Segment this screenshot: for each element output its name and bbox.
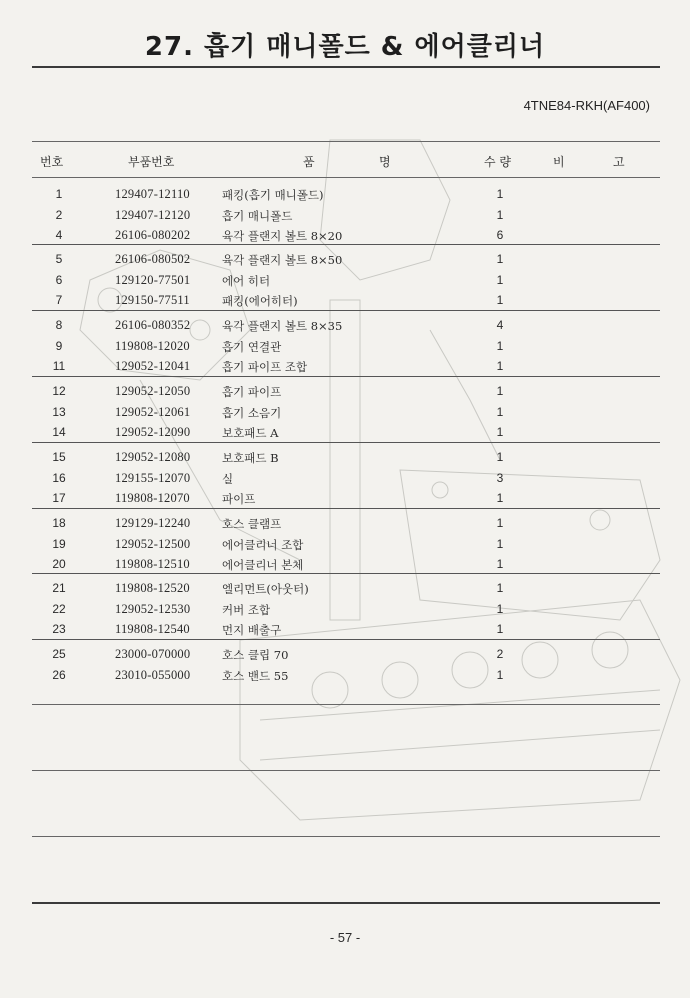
part-ref-number: 7: [55, 293, 63, 307]
part-name: 에어 히터: [222, 273, 271, 288]
part-ref-number: 4: [55, 228, 63, 242]
part-ref-number: 5: [55, 252, 63, 266]
part-number: 119808-12070: [115, 491, 190, 505]
table-row: [0, 339, 690, 359]
table-top-rule: [32, 141, 660, 142]
blank-rule-2: [32, 770, 660, 771]
part-ref-number: 13: [52, 404, 66, 419]
engine-model: 4TNE84-RKH(AF400): [523, 98, 650, 113]
part-name: 호스 클립 70: [222, 648, 289, 662]
part-name: 에어클리너 조합: [222, 537, 304, 552]
table-row: [0, 581, 690, 601]
part-ref-number: 12: [52, 384, 66, 398]
quantity: 1: [496, 207, 504, 222]
part-number: 23000-070000: [115, 647, 191, 661]
quantity: 1: [496, 187, 504, 201]
part-ref-number: 8: [55, 318, 63, 332]
header-name-b: 명: [379, 155, 391, 169]
part-number: 129052-12530: [115, 601, 191, 616]
table-row: [0, 273, 690, 293]
quantity: 1: [496, 450, 504, 464]
part-name: 흡기 연결관: [222, 339, 282, 354]
table-bottom-rule: [32, 902, 660, 904]
part-number: 129052-12080: [115, 450, 191, 464]
table-row: [0, 187, 690, 207]
table-row: [0, 228, 690, 248]
part-ref-number: 21: [52, 581, 66, 595]
part-number: 23010-055000: [115, 667, 191, 682]
table-row: [0, 208, 690, 228]
part-ref-number: 15: [52, 450, 66, 464]
table-row: [0, 668, 690, 688]
part-number: 129407-12110: [115, 187, 190, 201]
quantity: 1: [496, 293, 504, 307]
part-number: 26106-080352: [115, 318, 191, 332]
quantity: 4: [496, 318, 504, 332]
blank-rule-3: [32, 836, 660, 837]
quantity: 1: [496, 536, 504, 551]
part-ref-number: 20: [52, 557, 66, 571]
quantity: 3: [496, 470, 504, 485]
part-name: 흡기 소음기: [222, 405, 282, 420]
part-name: 보호패드 A: [222, 426, 279, 440]
table-row: [0, 471, 690, 491]
part-number: 119808-12540: [115, 622, 190, 636]
part-number: 129052-12500: [115, 536, 191, 551]
part-number: 129129-12240: [115, 516, 191, 530]
table-row: [0, 557, 690, 577]
part-name: 흡기 매니폴드: [222, 208, 293, 223]
quantity: 1: [496, 491, 504, 505]
group-divider: [32, 573, 660, 574]
part-ref-number: 1: [55, 187, 63, 201]
part-ref-number: 22: [52, 601, 66, 616]
table-row: [0, 450, 690, 470]
part-number: 129052-12061: [115, 404, 191, 419]
part-number: 129052-12041: [115, 359, 191, 373]
part-name: 흡기 파이프 조합: [222, 360, 308, 374]
quantity: 2: [496, 647, 504, 661]
part-number: 129120-77501: [115, 272, 191, 287]
table-row: [0, 537, 690, 557]
quantity: 1: [496, 384, 504, 398]
quantity: 6: [496, 228, 504, 242]
title-underline: [32, 66, 660, 68]
table-row: [0, 405, 690, 425]
part-name: 육각 플랜지 볼트 8×20: [222, 229, 343, 243]
quantity: 1: [496, 359, 504, 373]
table-row: [0, 384, 690, 404]
page-title: 27. 흡기 매니폴드 & 에어클리너: [144, 32, 546, 62]
part-name: 엘리먼트(아웃터): [222, 582, 309, 596]
header-bottom-rule: [32, 177, 660, 178]
part-number: 119808-12520: [115, 581, 190, 595]
part-name: 보호패드 B: [222, 451, 279, 465]
part-ref-number: 16: [52, 470, 66, 485]
part-ref-number: 23: [52, 622, 66, 636]
part-ref-number: 19: [52, 536, 66, 551]
part-ref-number: 6: [55, 272, 63, 287]
part-name: 에어클리너 본체: [222, 558, 304, 572]
part-ref-number: 26: [52, 667, 66, 682]
part-number: 129407-12120: [115, 207, 191, 222]
part-number: 26106-080502: [115, 252, 191, 266]
page-number: - 57 -: [329, 930, 361, 945]
quantity: 1: [496, 404, 504, 419]
part-number: 129052-12090: [115, 425, 191, 439]
part-ref-number: 14: [52, 425, 66, 439]
header-remark-b: 고: [613, 155, 625, 169]
part-number: 119808-12510: [115, 557, 190, 571]
part-name: 육각 플랜지 볼트 8×35: [222, 319, 343, 333]
quantity: 1: [496, 425, 504, 439]
group-divider: [32, 639, 660, 640]
part-name: 먼지 배출구: [222, 623, 282, 637]
part-ref-number: 2: [55, 207, 63, 222]
group-divider: [32, 310, 660, 311]
part-number: 129150-77511: [115, 293, 190, 307]
part-name: 패킹(흡기 매니폴드): [222, 188, 324, 202]
part-ref-number: 17: [52, 491, 66, 505]
part-name: 흡기 파이프: [222, 385, 282, 399]
part-name: 호스 밴드 55: [222, 668, 289, 683]
part-ref-number: 9: [55, 338, 63, 353]
quantity: 1: [496, 338, 504, 353]
table-row: [0, 252, 690, 272]
part-name: 호스 클램프: [222, 517, 282, 531]
header-no: 번호: [40, 155, 64, 169]
quantity: 1: [496, 252, 504, 266]
table-row: [0, 602, 690, 622]
quantity: 1: [496, 516, 504, 530]
group-divider: [32, 442, 660, 443]
part-name: 패킹(에어히터): [222, 294, 298, 308]
table-row: [0, 516, 690, 536]
quantity: 1: [496, 557, 504, 571]
part-name: 커버 조합: [222, 602, 271, 617]
header-name-a: 품: [303, 155, 315, 169]
quantity: 1: [496, 272, 504, 287]
quantity: 1: [496, 622, 504, 636]
part-number: 119808-12020: [115, 338, 190, 353]
part-name: 육각 플랜지 볼트 8×50: [222, 253, 343, 267]
quantity: 1: [496, 601, 504, 616]
part-name: 파이프: [222, 492, 256, 506]
quantity: 1: [496, 667, 504, 682]
part-number: 129052-12050: [115, 384, 191, 398]
header-remark-a: 비: [553, 155, 565, 169]
part-name: 실: [222, 471, 234, 486]
group-divider: [32, 508, 660, 509]
blank-rule-1: [32, 704, 660, 705]
part-number: 129155-12070: [115, 470, 191, 485]
group-divider: [32, 376, 660, 377]
header-part-no: 부품번호: [128, 155, 175, 169]
quantity: 1: [496, 581, 504, 595]
header-qty: 수 량: [484, 155, 511, 169]
part-ref-number: 18: [52, 516, 66, 530]
part-ref-number: 25: [52, 647, 66, 661]
part-number: 26106-080202: [115, 228, 191, 242]
table-row: [0, 647, 690, 667]
part-ref-number: 11: [52, 359, 66, 373]
table-row: [0, 318, 690, 338]
group-divider: [32, 244, 660, 245]
